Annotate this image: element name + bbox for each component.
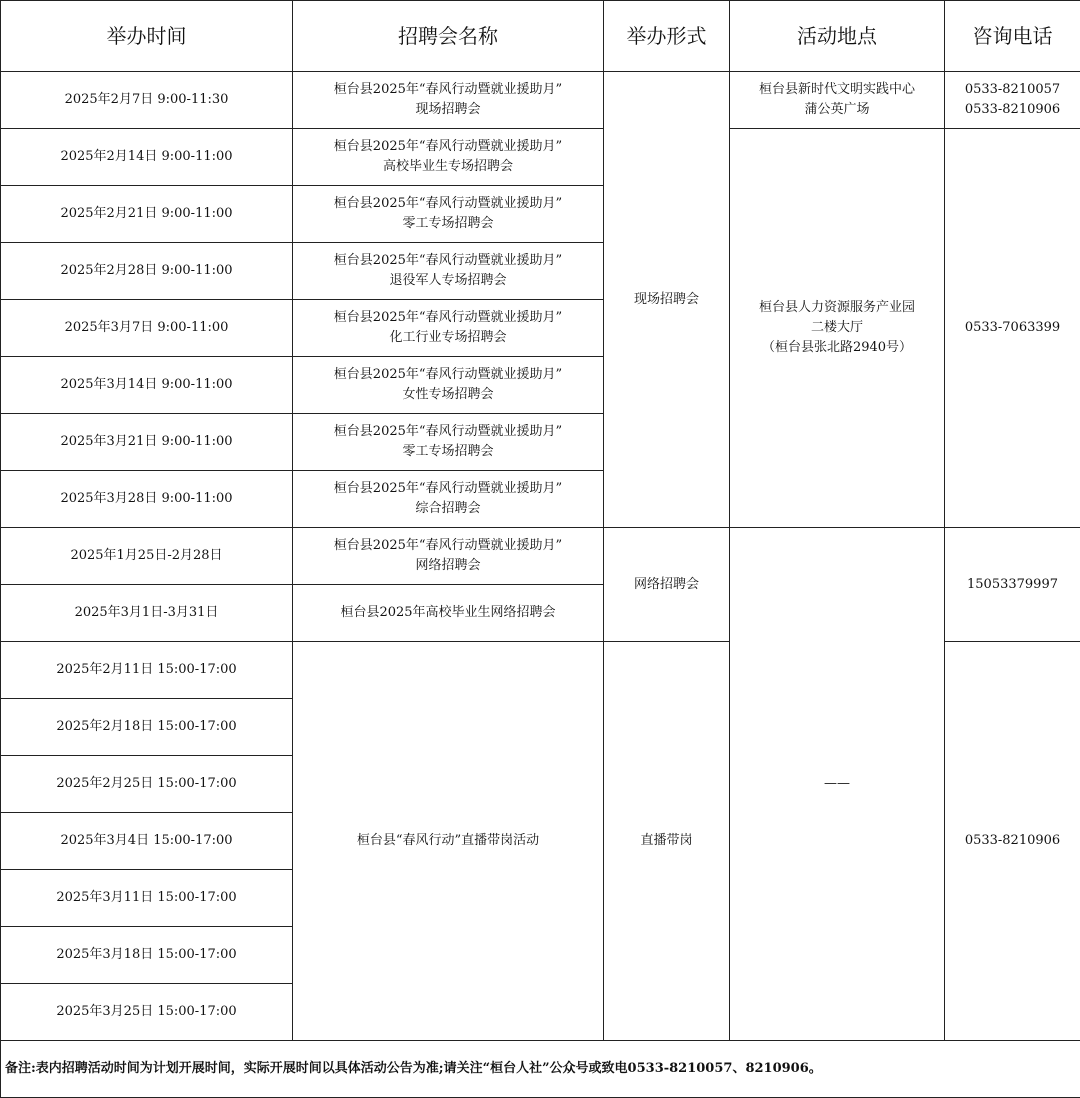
- time-cell: 2025年3月28日 9:00-11:00: [1, 471, 293, 528]
- header-time: 举办时间: [1, 1, 293, 72]
- name-line: 桓台县2025年“春风行动暨就业援助月”: [297, 536, 599, 556]
- time-cell: 2025年2月11日 15:00-17:00: [1, 642, 293, 699]
- time-cell: 2025年2月14日 9:00-11:00: [1, 129, 293, 186]
- name-line: 桓台县2025年“春风行动暨就业援助月”: [297, 479, 599, 499]
- time-cell: 2025年3月14日 9:00-11:00: [1, 357, 293, 414]
- name-cell: [293, 357, 604, 414]
- name-cell: [293, 528, 604, 585]
- note-row: [1, 1041, 1080, 1098]
- time-cell: 2025年2月25日 15:00-17:00: [1, 756, 293, 813]
- header-name: 招聘会名称: [293, 1, 604, 72]
- header-format: 举办形式: [604, 1, 730, 72]
- header-phone: 咨询电话: [945, 1, 1080, 72]
- name-line: 零工专场招聘会: [297, 442, 599, 462]
- name-line: 桓台县2025年“春风行动暨就业援助月”: [297, 137, 599, 157]
- phone-cell-b: 0533-7063399: [945, 129, 1080, 528]
- header-row: [1, 1, 1080, 72]
- phone-cell-live: 0533-8210906: [945, 642, 1080, 1041]
- venue-cell-b: [730, 129, 945, 528]
- venue-cell-a: [730, 72, 945, 129]
- time-cell: 2025年2月7日 9:00-11:30: [1, 72, 293, 129]
- name-cell: [293, 471, 604, 528]
- name-line: 桓台县2025年“春风行动暨就业援助月”: [297, 365, 599, 385]
- time-cell: 2025年3月25日 15:00-17:00: [1, 984, 293, 1041]
- name-line: 桓台县2025年“春风行动暨就业援助月”: [297, 194, 599, 214]
- phone-line: 0533-8210906: [949, 100, 1076, 120]
- time-cell: 2025年2月28日 9:00-11:00: [1, 243, 293, 300]
- name-line: 化工行业专场招聘会: [297, 328, 599, 348]
- time-cell: 2025年2月21日 9:00-11:00: [1, 186, 293, 243]
- name-cell: [293, 414, 604, 471]
- venue-line: 二楼大厅: [734, 318, 940, 338]
- venue-line: （桓台县张北路2940号）: [734, 338, 940, 358]
- name-line: 女性专场招聘会: [297, 385, 599, 405]
- table-row: [1, 72, 1080, 129]
- venue-line: 桓台县人力资源服务产业园: [734, 298, 940, 318]
- name-line: 退役军人专场招聘会: [297, 271, 599, 291]
- name-line: 桓台县2025年“春风行动暨就业援助月”: [297, 422, 599, 442]
- venue-line: 蒲公英广场: [734, 100, 940, 120]
- phone-line: 0533-8210057: [949, 80, 1076, 100]
- table-row: [1, 129, 1080, 186]
- venue-cell-none: ——: [730, 528, 945, 1041]
- time-cell: 2025年2月18日 15:00-17:00: [1, 699, 293, 756]
- name-cell: [293, 243, 604, 300]
- format-cell-online: 网络招聘会: [604, 528, 730, 642]
- header-venue: 活动地点: [730, 1, 945, 72]
- name-cell: [293, 300, 604, 357]
- time-cell: 2025年3月7日 9:00-11:00: [1, 300, 293, 357]
- venue-line: 桓台县新时代文明实践中心: [734, 80, 940, 100]
- name-cell: [293, 72, 604, 129]
- name-cell: [293, 129, 604, 186]
- name-line: 零工专场招聘会: [297, 214, 599, 234]
- time-cell: 2025年3月1日-3月31日: [1, 585, 293, 642]
- name-line: 桓台县2025年“春风行动暨就业援助月”: [297, 308, 599, 328]
- table-row: [1, 528, 1080, 585]
- name-cell-live: 桓台县“春风行动”直播带岗活动: [293, 642, 604, 1041]
- time-cell: 2025年3月11日 15:00-17:00: [1, 870, 293, 927]
- format-cell-onsite: 现场招聘会: [604, 72, 730, 528]
- name-line: 网络招聘会: [297, 556, 599, 576]
- phone-cell-online: 15053379997: [945, 528, 1080, 642]
- name-line: 综合招聘会: [297, 499, 599, 519]
- name-line: 现场招聘会: [297, 100, 599, 120]
- time-cell: 2025年1月25日-2月28日: [1, 528, 293, 585]
- name-line: 桓台县2025年“春风行动暨就业援助月”: [297, 80, 599, 100]
- format-cell-live: 直播带岗: [604, 642, 730, 1041]
- phone-cell-a: [945, 72, 1080, 129]
- name-cell: 桓台县2025年高校毕业生网络招聘会: [293, 585, 604, 642]
- time-cell: 2025年3月18日 15:00-17:00: [1, 927, 293, 984]
- time-cell: 2025年3月4日 15:00-17:00: [1, 813, 293, 870]
- name-line: 高校毕业生专场招聘会: [297, 157, 599, 177]
- name-line: 桓台县2025年“春风行动暨就业援助月”: [297, 251, 599, 271]
- name-cell: [293, 186, 604, 243]
- note-text: 备注:表内招聘活动时间为计划开展时间，实际开展时间以具体活动公告为准;请关注“桓台人社”公众号或致电0533-8210057、8210906。: [1, 1041, 1080, 1098]
- time-cell: 2025年3月21日 9:00-11:00: [1, 414, 293, 471]
